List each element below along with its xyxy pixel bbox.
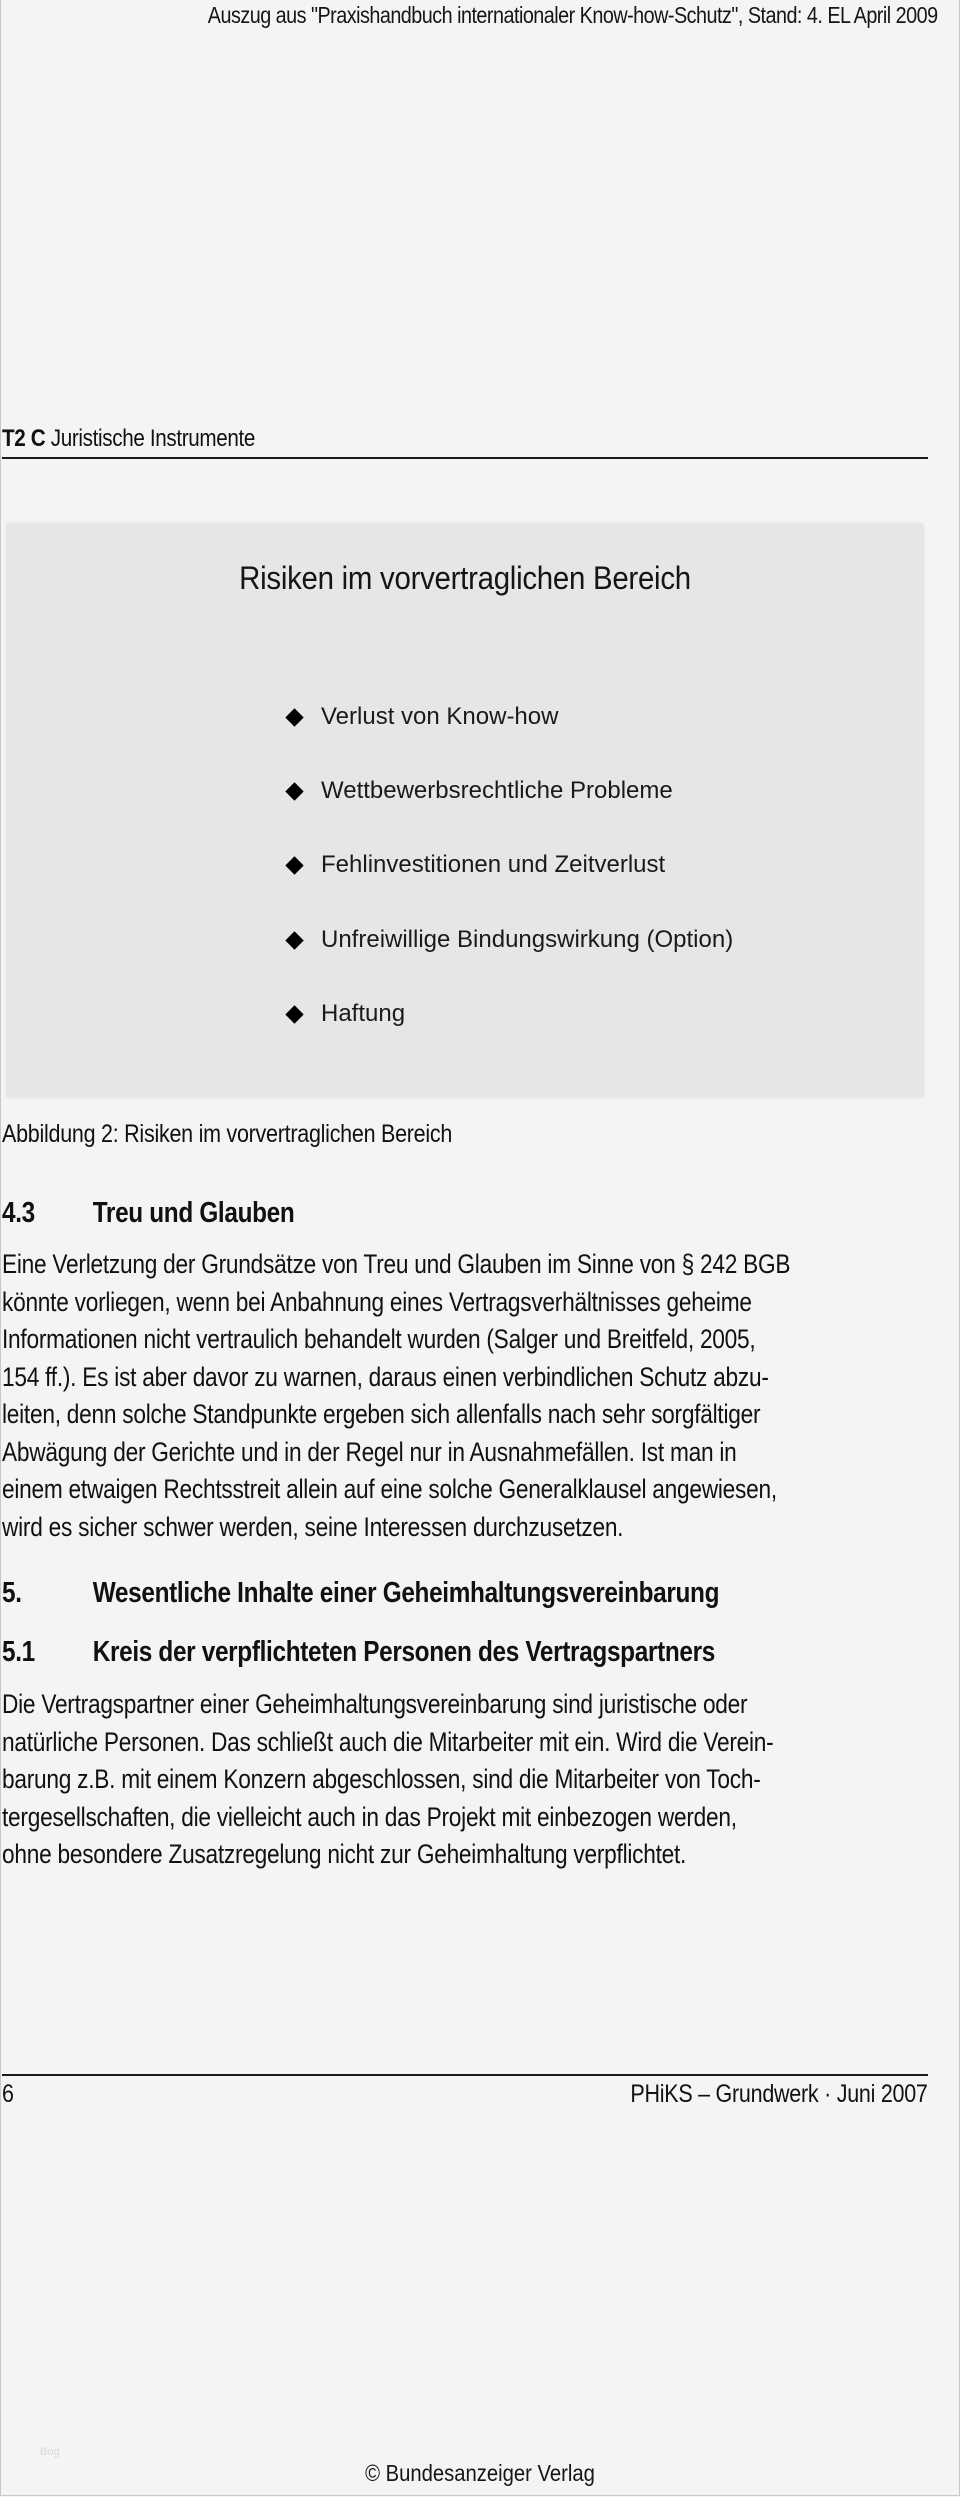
diamond-bullet-icon: [285, 708, 303, 726]
heading-5: [2, 1577, 719, 1610]
paragraph-treu-und-glauben: [2, 1246, 922, 1546]
text-line: einem etwaigen Rechtsstreit allein auf eine solche Generalklausel angewiesen,: [2, 1474, 777, 1504]
heading-title: Wesentliche Inhalte einer Geheimhaltungsvereinbarung: [92, 1577, 720, 1609]
text-line: Eine Verletzung der Grundsätze von Treu und Glauben im Sinne von § 242 BGB: [2, 1249, 791, 1279]
diamond-bullet-icon: [285, 856, 303, 874]
risk-item: [284, 851, 665, 879]
text-line: ohne besondere Zusatzregelung nicht zur Geheimhaltung verpflichtet.: [2, 1839, 687, 1869]
heading-5-1: [2, 1636, 715, 1669]
section-code: T2 C: [2, 425, 46, 452]
text-line: tergesellschaften, die vielleicht auch in das Projekt mit einbezogen werden,: [2, 1801, 737, 1832]
heading-number: 4.3: [2, 1197, 35, 1229]
paragraph-kreis-der-personen: [2, 1686, 922, 1874]
figure-title: Risiken im vorvertraglichen Bereich: [239, 560, 691, 596]
risk-item-label: Fehlinvestitionen und Zeitverlust: [321, 851, 666, 878]
text-line: Die Vertragspartner einer Geheimhaltungsvereinbarung sind juristische oder: [2, 1689, 748, 1719]
section-title: Juristische Instrumente: [50, 425, 256, 452]
diamond-bullet-icon: [285, 1005, 303, 1023]
text-line: leiten, denn solche Standpunkte ergeben sich allenfalls nach sehr sorgfältiger: [2, 1399, 761, 1429]
text-line: 154 ff.). Es ist aber davor zu warnen, daraus einen verbindlichen Schutz abzu-: [2, 1361, 769, 1392]
risk-item: [284, 703, 558, 731]
risk-item-label: Verlust von Know-how: [321, 703, 559, 730]
heading-title: Treu und Glauben: [92, 1197, 295, 1229]
text-line: Abwägung der Gerichte und in der Regel nur in Ausnahmefällen. Ist man in: [2, 1436, 737, 1467]
watermark: Bog: [40, 2446, 60, 2458]
edition-note: PHiKS – Grundwerk · Juni 2007: [630, 2080, 928, 2108]
risk-item-label: Wettbewerbsrechtliche Probleme: [321, 777, 673, 804]
diamond-bullet-icon: [285, 782, 303, 800]
text-line: natürliche Personen. Das schließt auch die Mitarbeiter mit ein. Wird die Verein-: [2, 1726, 774, 1757]
risk-item: [284, 1000, 405, 1028]
heading-number: 5.1: [2, 1636, 35, 1668]
running-section-header: [2, 425, 255, 453]
footer-rule: [2, 2074, 928, 2076]
risk-item-label: Unfreiwillige Bindungswirkung (Option): [321, 926, 734, 953]
heading-title: Kreis der verpflichteten Personen des Vertragspartners: [92, 1636, 715, 1668]
text-line: könnte vorliegen, wenn bei Anbahnung eines Vertragsverhältnisses geheime: [2, 1286, 752, 1317]
text-line: wird es sicher schwer werden, seine Interessen durchzusetzen.: [2, 1511, 624, 1542]
page-number: 6: [2, 2080, 14, 2108]
header-rule: [2, 457, 928, 459]
text-line: Informationen nicht vertraulich behandelt wurden (Salger und Breitfeld, 2005,: [2, 1324, 756, 1354]
copyright-notice: © Bundesanzeiger Verlag: [365, 2460, 595, 2486]
risk-item: [284, 926, 733, 954]
risk-item-label: Haftung: [321, 1000, 406, 1027]
excerpt-note: Auszug aus "Praxishandbuch internationaler Know-how-Schutz", Stand: 4. EL April 2009: [208, 2, 938, 28]
diamond-bullet-icon: [285, 931, 303, 949]
heading-4-3: [2, 1197, 294, 1230]
figure-box: [6, 523, 924, 1098]
text-line: barung z.B. mit einem Konzern abgeschlossen, sind die Mitarbeiter von Toch-: [2, 1764, 761, 1794]
risk-item: [284, 777, 673, 805]
figure-caption: Abbildung 2: Risiken im vorvertraglichen Bereich: [2, 1120, 453, 1148]
heading-number: 5.: [2, 1577, 22, 1609]
